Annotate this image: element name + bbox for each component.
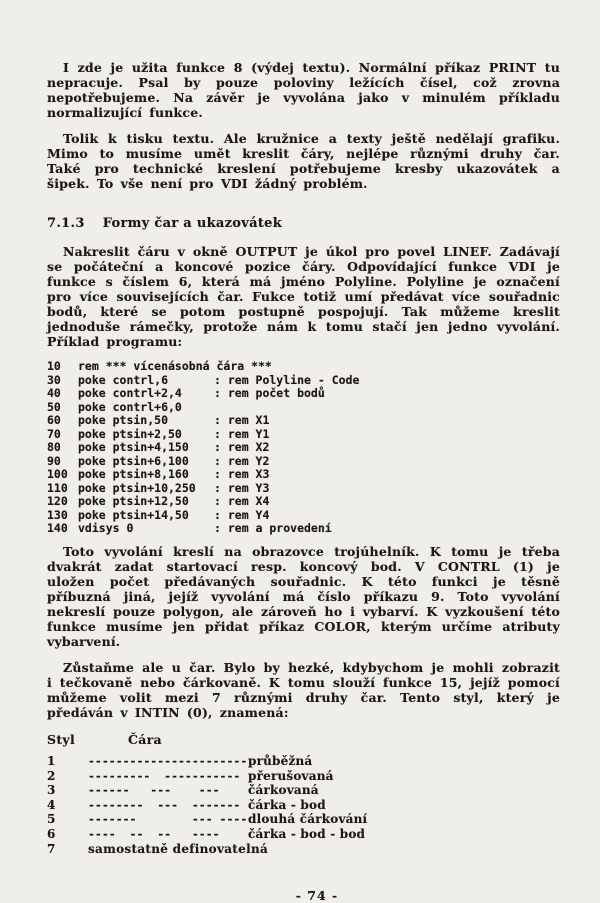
style-label: čárkovaná [248, 783, 319, 798]
style-number: 1 [47, 754, 56, 769]
code-listing [47, 360, 560, 536]
code-text: poke ptsin+2,50 [78, 426, 182, 441]
style-row [47, 842, 560, 857]
line-style-table [47, 733, 560, 857]
line-number: 120 [47, 494, 68, 508]
code-text: poke ptsin+8,160 [78, 467, 189, 481]
code-comment: : rem X3 [214, 467, 270, 481]
code-text: rem *** vícenásobná čára *** [78, 359, 272, 373]
section-number: 7.1.3 [47, 216, 85, 231]
code-comment: : rem počet bodů [214, 386, 325, 400]
code-text: poke ptsin+12,50 [78, 494, 189, 508]
style-row [47, 783, 560, 798]
code-line [47, 414, 560, 428]
code-line [47, 482, 560, 496]
section-heading [47, 216, 560, 231]
line-pattern: ------ --- --- [88, 783, 220, 798]
code-comment: : rem a provedení [214, 521, 332, 535]
style-row [47, 798, 560, 813]
paragraph-lines-intro: Tolik k tisku textu. Ale kružnice a texty ještě nedělají grafiku. Mimo to musíme umět kreslit čáry, nejlépe různými druhy čar. Také pro technické kreslení potřebujeme kresby ukazovátek a šipek. To vše není pro VDI žádný problém. [47, 131, 560, 191]
line-number: 60 [47, 413, 61, 427]
code-line [47, 495, 560, 509]
style-number: 2 [47, 768, 56, 783]
style-number: 3 [47, 783, 56, 798]
code-line [47, 509, 560, 523]
paragraph-print-function: I zde je užita funkce 8 (výdej textu). Normální příkaz PRINT tu nepracuje. Psal by pouze poloviny ležících čísel, což zrovna nepotřebujeme. Na závěr je vyvolána jako v minulém příkladu normalizující funkce. [47, 60, 560, 120]
code-text: poke ptsin+4,150 [78, 440, 189, 454]
page-number: - 74 - [295, 888, 339, 903]
code-line [47, 441, 560, 455]
paragraph-triangle: Toto vyvolání kreslí na obrazovce trojúhelník. K tomu je třeba dvakrát zadat startovací resp. koncový bod. V CONTRL (1) je uložen počet předávaných souřadnic. K této funkci je těsně příbuzná jiná, jejíž vyvolání má číslo příkazu 9. Toto vyvolání nekreslí pouze polygon, ale zároveň ho i vybarví. K vyzkoušení této funkce musíme jen přidat příkaz COLOR, kterým určíme atributy vybarvení. [47, 543, 560, 649]
style-number: 7 [47, 841, 56, 856]
style-row [47, 812, 560, 827]
line-number: 140 [47, 521, 68, 535]
code-line [47, 401, 560, 415]
code-comment: : rem Y1 [214, 426, 270, 441]
style-row [47, 827, 560, 842]
style-label: průběžná [248, 754, 313, 769]
style-row [47, 754, 560, 769]
code-line [47, 374, 560, 388]
line-number: 50 [47, 399, 61, 414]
style-number: 4 [47, 797, 56, 812]
line-pattern: ----------------------- [88, 754, 248, 769]
code-text: poke ptsin+10,250 [78, 480, 196, 495]
line-number: 70 [47, 426, 61, 441]
style-label: čárka - bod [248, 797, 326, 812]
code-line [47, 522, 560, 536]
code-line [47, 468, 560, 482]
code-comment: : rem Y4 [214, 507, 270, 522]
line-number: 110 [47, 480, 68, 495]
line-number: 80 [47, 440, 61, 454]
style-number: 5 [47, 812, 56, 827]
code-text: poke ptsin,50 [78, 413, 169, 427]
line-pattern: -------- --- ------- [88, 797, 241, 812]
line-number: 10 [47, 359, 61, 373]
line-number: 30 [47, 372, 61, 387]
line-pattern: samostatně definovatelná [88, 841, 269, 856]
line-pattern: ------- --- ---- [88, 812, 248, 827]
line-number: 130 [47, 507, 68, 522]
section-title: Formy čar a ukazovátek [102, 216, 283, 231]
paragraph-polyline: Nakreslit čáru v okně OUTPUT je úkol pro povel LINEF. Zadávají se počáteční a koncové pozice čáry. Odpovídající funkce VDI je funkce s číslem 6, která má jméno Polyline. Polyline je označení pro více souvisejících čar. Fukce totiž umí předávat více souřadnic bodů, které se potom postupně pospojují. Tak můžeme kreslit jednoduše rámečky, protože nám k tomu stačí jen jedno vyvolání. Příklad programu: [47, 244, 560, 349]
table-header [47, 733, 560, 748]
style-number: 6 [47, 827, 56, 842]
line-number: 90 [47, 453, 61, 468]
code-comment: : rem Y2 [214, 453, 270, 468]
code-text: vdisys 0 [78, 521, 134, 535]
code-text: poke ptsin+6,100 [78, 453, 189, 468]
code-comment: : rem X2 [214, 440, 270, 454]
style-label: čárka - bod - bod [248, 827, 366, 842]
style-row [47, 769, 560, 784]
code-line [47, 455, 560, 469]
style-label: přerušovaná [248, 768, 334, 783]
code-text: poke contrl+6,0 [78, 399, 182, 414]
line-pattern: --------- ----------- [88, 768, 241, 783]
code-text: poke ptsin+14,50 [78, 507, 189, 522]
column-cara: Čára [128, 731, 162, 747]
line-number: 100 [47, 467, 68, 481]
code-text: poke contrl+2,4 [78, 386, 182, 400]
code-comment: : rem X4 [214, 494, 270, 508]
code-comment: : rem X1 [214, 413, 270, 427]
line-pattern: ---- -- -- ---- [88, 827, 220, 842]
code-comment: : rem Y3 [214, 480, 270, 495]
style-label: dlouhá čárkování [248, 812, 368, 827]
code-comment: : rem Polyline - Code [214, 372, 360, 387]
line-number: 40 [47, 386, 61, 400]
code-line [47, 360, 560, 374]
code-line [47, 428, 560, 442]
paragraph-line-styles: Zůstaňme ale u čar. Bylo by hezké, kdybychom je mohli zobrazit i tečkovaně nebo čárkovaně. K tomu slouží funkce 15, jejíž pomocí můžeme volit mezi 7 různými druhy čar. Tento styl, který je předáván v INTIN (0), znamená: [47, 659, 560, 720]
code-text: poke contrl,6 [78, 372, 169, 387]
code-line [47, 387, 560, 401]
column-styl: Styl [47, 731, 76, 747]
